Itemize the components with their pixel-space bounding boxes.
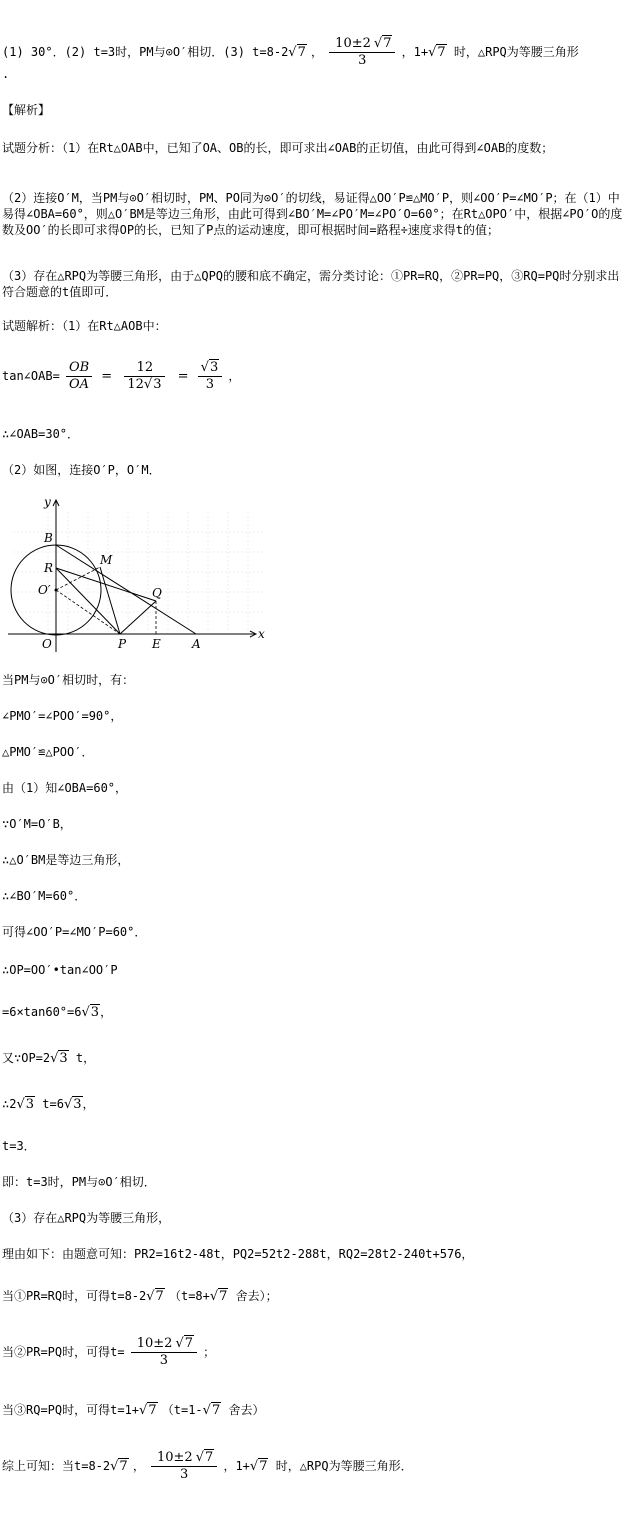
tan-label: tan∠OAB= bbox=[2, 369, 60, 383]
fraction-answer: $\frac{10\pm 2 √7}{3}$ bbox=[329, 36, 395, 69]
sqrt-7: √7 bbox=[146, 1289, 164, 1304]
section-heading: 【解析】 bbox=[2, 103, 51, 117]
solution-5: ∠PMO′=∠POO′=90°， bbox=[2, 709, 123, 723]
solution-20: 当①PR=RQ时，可得t=8-2√7 （t=8+√7 舍去）； bbox=[2, 1289, 278, 1304]
fraction-sqrt3: $\frac{√3}{3}$ bbox=[198, 360, 223, 393]
solution-10: ∴∠BO′M=60°． bbox=[2, 889, 87, 903]
answer-period: . bbox=[2, 67, 10, 81]
solution-18: （3）存在△RPQ为等腰三角形， bbox=[2, 1211, 171, 1225]
solution-21: 当②PR=PQ时，可得t= $\frac{10\pm 2 √7}{3}$ ； bbox=[2, 1336, 216, 1368]
label-m: M bbox=[100, 553, 113, 567]
sqrt-7: √7 bbox=[249, 1459, 268, 1474]
sqrt-3: √3 bbox=[63, 1097, 82, 1112]
label-y: y bbox=[44, 495, 51, 509]
geometry-figure bbox=[8, 492, 270, 654]
sqrt-7: √7 bbox=[110, 1459, 128, 1474]
tan-equation: tan∠OAB= $\frac{OB}{OA}$ = $\frac{12}{12√3}$ = $\frac{√3}{3}$ ， bbox=[2, 360, 241, 392]
label-r: R bbox=[44, 561, 54, 575]
analysis-3: （3）存在△RPQ为等腰三角形，由于△QPQ的腰和底不确定，需分类讨论：①PR=RQ，②PR=PQ，③RQ=PQ时分别求出符合题意的t值即可． bbox=[2, 269, 620, 299]
solution-12: ∴OP=OO′•tan∠OO′P bbox=[2, 963, 118, 977]
sqrt-7: √7 bbox=[288, 45, 306, 60]
label-b: B bbox=[44, 531, 53, 545]
sqrt-7: √7 bbox=[139, 1403, 157, 1418]
solution-2: ∴∠OAB=30°． bbox=[2, 427, 80, 441]
analysis-2: （2）连接O′M，当PM与⊙O′相切时，PM、PO同为⊙O′的切线，易证得△OO′P≌△MO′P，则∠OO′P=∠MO′P；在（1）中易得∠OBA=60°，则△O′BM是等边三角形，由此可得到∠BO′M=∠PO′M=∠PO′O=60°；在Rt△OPO′中，根据∠PO′O的度数及OO′的长即可求得OP的长，已知了P点的运动速度，即可根据时间=路程÷速度求得t的值； bbox=[2, 191, 623, 237]
solution-16: t=3． bbox=[2, 1139, 36, 1153]
label-o-prime: O′ bbox=[38, 583, 51, 597]
solution-7: 由（1）知∠OBA=60°， bbox=[2, 781, 128, 795]
solution-13: =6×tan60°=6√3， bbox=[2, 1005, 113, 1020]
label-e: E bbox=[152, 637, 161, 651]
label-a: A bbox=[192, 637, 201, 651]
fraction-answer: $\frac{10\pm 2 √7}{3}$ bbox=[151, 1450, 217, 1483]
fraction-answer: $\frac{10\pm 2 √7}{3}$ bbox=[131, 1336, 197, 1369]
solution-1: 试题解析：（1）在Rt△AOB中： bbox=[2, 319, 167, 333]
label-p: P bbox=[118, 637, 127, 651]
solution-11: 可得∠OO′P=∠MO′P=60°． bbox=[2, 925, 147, 939]
solution-9: ∴△O′BM是等边三角形， bbox=[2, 853, 130, 867]
analysis-1: 试题分析：（1）在Rt△OAB中，已知了OA、OB的长，即可求出∠OAB的正切值，由此可得到∠OAB的度数； bbox=[2, 141, 554, 155]
sqrt-3: √3 bbox=[81, 1005, 100, 1020]
sqrt-3: √3 bbox=[50, 1051, 68, 1066]
fraction-ob-oa: $\frac{OB}{OA}$ bbox=[66, 360, 92, 393]
solution-3: （2）如图，连接O′P，O′M． bbox=[2, 463, 161, 477]
solution-23: 综上可知：当t=8-2√7 ， $\frac{10\pm 2 √7}{3}$ ，1+√7 时，△RPQ为等腰三角形． bbox=[2, 1450, 413, 1482]
label-x: x bbox=[258, 627, 265, 641]
fraction-12: $\frac{12}{12√3}$ bbox=[121, 360, 168, 393]
solution-17: 即：t=3时，PM与⊙O′相切． bbox=[2, 1175, 156, 1189]
sqrt-7: √7 bbox=[428, 45, 446, 60]
label-q: Q bbox=[152, 586, 162, 600]
solution-19: 理由如下：由题意可知：PR2=16t2-48t，PQ2=52t2-288t，RQ2=28t2-240t+576， bbox=[2, 1247, 474, 1261]
solution-22: 当③RQ=PQ时，可得t=1+√7 （t=1-√7 舍去） bbox=[2, 1403, 265, 1418]
sqrt-7: √7 bbox=[209, 1289, 228, 1304]
solution-6: △PMO′≌△POO′． bbox=[2, 745, 94, 759]
answer-text-2: ，1+ bbox=[401, 45, 429, 59]
sqrt-3: √3 bbox=[16, 1097, 35, 1112]
solution-14: 又∵OP=2√3 t， bbox=[2, 1051, 96, 1066]
solution-4: 当PM与⊙O′相切时，有： bbox=[2, 673, 135, 687]
answer-text-1: (1) 30°．(2) t=3时，PM与⊙O′相切．(3) t=8-2 bbox=[2, 45, 289, 59]
comma: ， bbox=[311, 45, 324, 59]
sqrt-7: √7 bbox=[202, 1403, 221, 1418]
answer-line bbox=[2, 36, 579, 69]
solution-8: ∵O′M=O′B， bbox=[2, 817, 72, 831]
label-o: O bbox=[42, 637, 52, 651]
solution-15: ∴2√3 t=6√3， bbox=[2, 1097, 95, 1112]
answer-text-3: 时，△RPQ为等腰三角形 bbox=[446, 45, 579, 59]
